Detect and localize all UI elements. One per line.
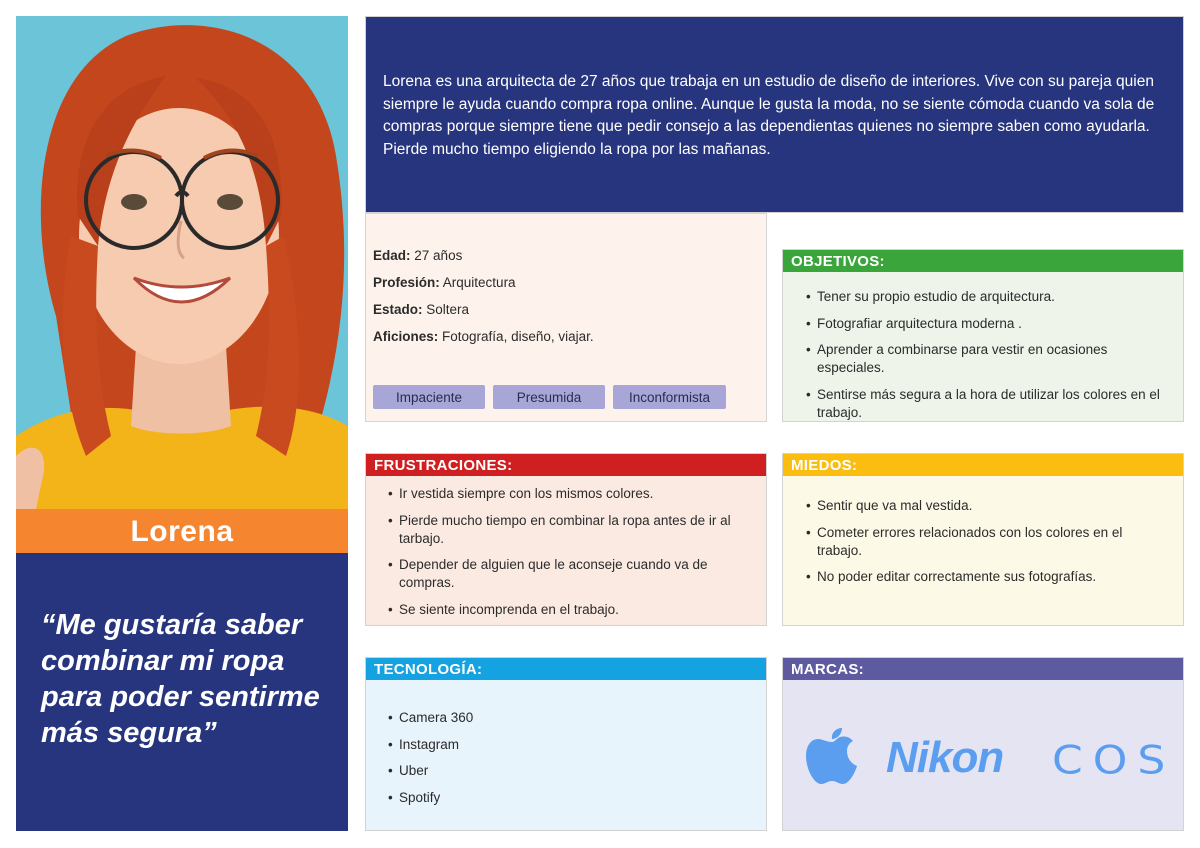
info-edad-value: 27 años (414, 248, 463, 263)
persona-photo (16, 16, 348, 509)
list-item: • Instagram (388, 736, 738, 754)
info-estado-label: Estado: (373, 302, 423, 317)
frustraciones-title: FRUSTRACIONES: (366, 454, 766, 476)
trait-tag: Presumida (493, 385, 605, 409)
list-item: • Spotify (388, 789, 738, 807)
list-item: • Cometer errores relacionados con los colores en el trabajo. (806, 524, 1156, 560)
objetivos-list (806, 288, 1176, 430)
list-item: • Camera 360 (388, 709, 738, 727)
apple-icon (806, 724, 858, 786)
info-edad-label: Edad: (373, 248, 411, 263)
info-aficiones (373, 329, 594, 344)
list-item: • Tener su propio estudio de arquitectura. (806, 288, 1176, 306)
trait-tag: Inconformista (613, 385, 726, 409)
tecnologia-list (388, 709, 738, 815)
bio-text: Lorena es una arquitecta de 27 años que trabaja en un estudio de diseño de interiores. Vive con su pareja quien siempre le ayuda cuando compra ropa online. Aunque le gusta la moda, no se siente cómoda cuando va sola de compras porque siempre tiene que pedir consejo a las dependientas quienes no siempre saben como ayudarla. Pierde mucho tiempo eligiendo la ropa por las mañanas. (383, 73, 1155, 158)
frustraciones-list (388, 485, 738, 627)
info-aficiones-label: Aficiones: (373, 329, 439, 344)
miedos-title: MIEDOS: (783, 454, 1183, 476)
info-aficiones-value: Fotografía, diseño, viajar. (442, 329, 594, 344)
list-item: • Ir vestida siempre con los mismos colores. (388, 485, 738, 503)
list-item: • Se siente incomprenda en el trabajo. (388, 601, 738, 619)
objetivos-title: OBJETIVOS: (783, 250, 1183, 272)
info-edad (373, 248, 462, 263)
trait-tag: Impaciente (373, 385, 485, 409)
info-estado-value: Soltera (426, 302, 470, 317)
list-item: • Depender de alguien que le aconseje cuando va de compras. (388, 556, 738, 592)
list-item: • Uber (388, 762, 738, 780)
info-profesion-value: Arquitectura (442, 275, 516, 290)
miedos-list (806, 497, 1156, 595)
persona-name: Lorena (16, 509, 348, 553)
info-estado (373, 302, 469, 317)
cos-logo: COS (1052, 737, 1176, 784)
list-item: • Pierde mucho tiempo en combinar la ropa antes de ir al tarbajo. (388, 512, 738, 548)
list-item: • No poder editar correctamente sus fotografías. (806, 568, 1156, 586)
nikon-logo: Nikon (886, 733, 1004, 782)
list-item: • Sentirse más segura a la hora de utilizar los colores en el trabajo. (806, 386, 1176, 422)
marcas-title: MARCAS: (783, 658, 1183, 680)
list-item: • Fotografiar arquitectura moderna . (806, 315, 1176, 333)
persona-quote: “Me gustaría saber combinar mi ropa para poder sentirme más segura” (41, 609, 320, 749)
tecnologia-title: TECNOLOGÍA: (366, 658, 766, 680)
list-item: • Sentir que va mal vestida. (806, 497, 1156, 515)
info-profesion-label: Profesión: (373, 275, 440, 290)
info-profesion (373, 275, 516, 290)
list-item: • Aprender a combinarse para vestir en ocasiones especiales. (806, 341, 1176, 377)
